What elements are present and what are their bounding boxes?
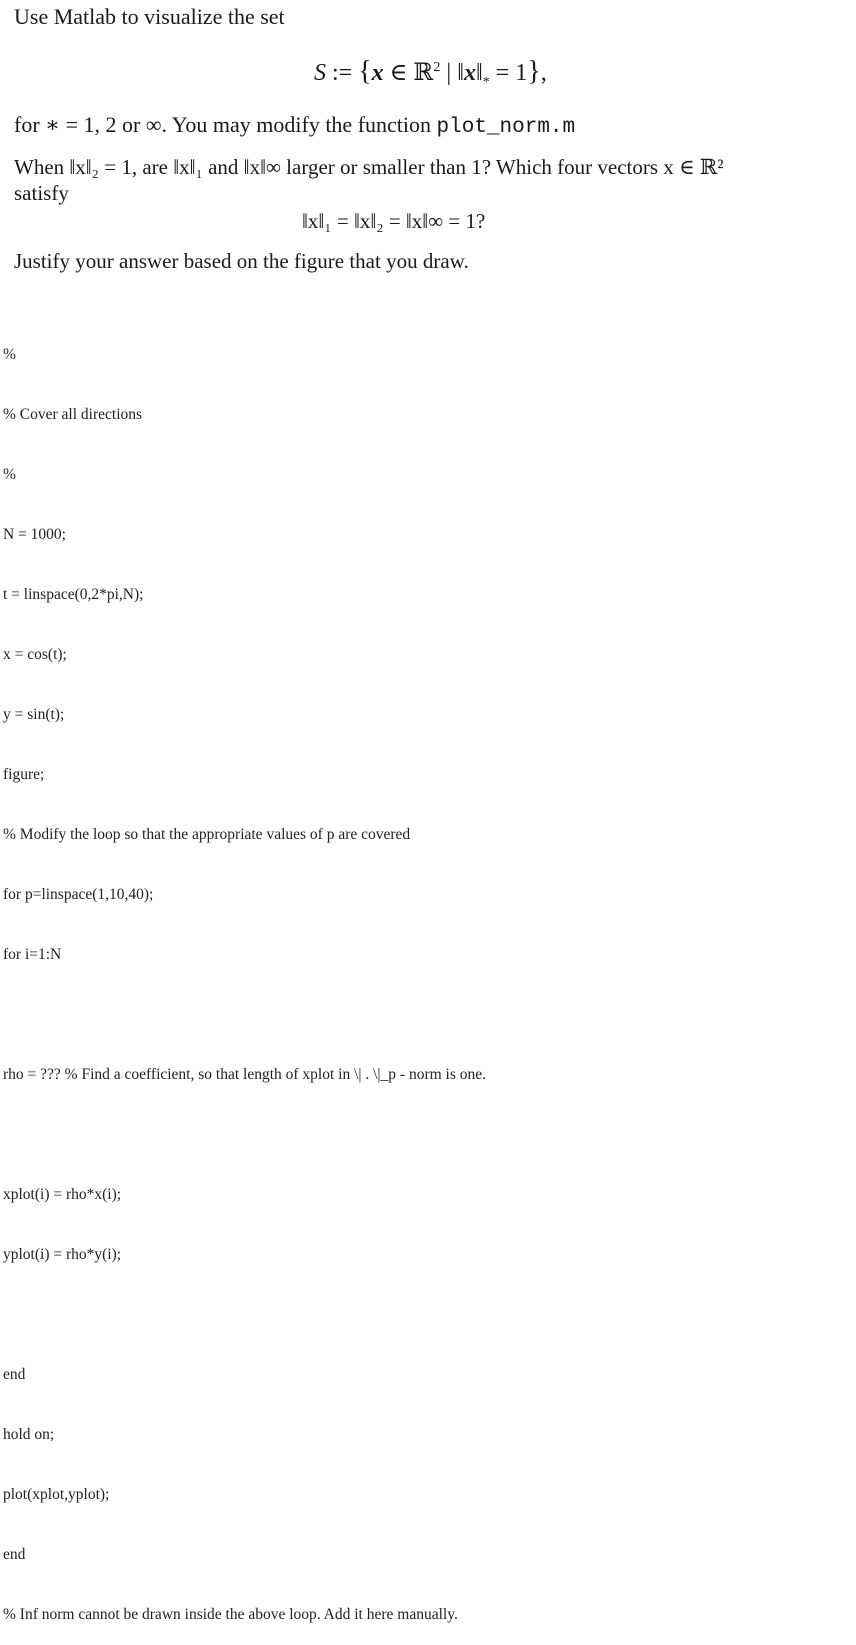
function-name: plot_norm.m — [436, 116, 576, 139]
code-line: end — [3, 1366, 26, 1383]
code-line: y = sin(t); — [3, 706, 65, 723]
code-line: N = 1000; — [3, 526, 66, 543]
justify-text: Justify your answer based on the figure that you draw. — [14, 249, 469, 273]
norm-star: * — [482, 74, 490, 90]
question-line-1: When ‖x‖₂ = 1, are ‖x‖₁ and ‖x‖∞ larger or smaller than 1? Which four vectors x ∈ ℝ² — [14, 155, 724, 179]
code-line: % — [3, 466, 16, 483]
norm-open: ‖ — [457, 60, 464, 86]
eq-one: = 1 — [489, 60, 528, 86]
code-line: % Cover all directions — [3, 406, 143, 423]
vector-x: x — [371, 60, 384, 86]
code-line: % — [3, 346, 16, 363]
for-line-text: for ∗ = 1, 2 or ∞. You may modify the function — [14, 112, 437, 137]
code-line: % Modify the loop so that the appropriate values of p are covered — [3, 826, 411, 843]
code-line — [3, 1125, 486, 1145]
norms-equation: ‖x‖₁ = ‖x‖₂ = ‖x‖∞ = 1? — [302, 209, 486, 233]
code-line: % Inf norm cannot be drawn inside the above loop. Add it here manually. — [3, 1606, 458, 1623]
def-symbol: := — [326, 60, 359, 86]
code-line: xplot(i) = rho*x(i); — [3, 1186, 122, 1203]
set-equation — [314, 56, 547, 88]
code-line: rho = ??? % Find a coefficient, so that length of xplot in \| . \|_p - norm is one. — [3, 1066, 487, 1083]
code-listing — [3, 305, 486, 1645]
intro-text: Use Matlab to visualize the set — [14, 4, 285, 29]
code-line: plot(xplot,yplot); — [3, 1486, 110, 1503]
code-line: t = linspace(0,2*pi,N); — [3, 586, 144, 603]
code-line: hold on; — [3, 1426, 55, 1443]
code-line: figure; — [3, 766, 45, 783]
for-line — [14, 112, 575, 139]
bar-symbol: | — [440, 60, 458, 86]
code-line: yplot(i) = rho*y(i); — [3, 1246, 122, 1263]
brace-close: } — [527, 56, 541, 87]
eq-comma: , — [540, 60, 547, 86]
reals-exponent: 2 — [433, 60, 441, 75]
norm-close: ‖ — [475, 60, 483, 86]
code-line: for p=linspace(1,10,40); — [3, 886, 154, 903]
code-line: x = cos(t); — [3, 646, 67, 663]
in-symbol: ∈ — [383, 60, 414, 86]
vector-x-norm: x — [463, 60, 476, 86]
reals-symbol: ℝ — [413, 60, 434, 86]
set-symbol: S — [314, 60, 326, 86]
code-line — [3, 1005, 486, 1025]
code-line — [3, 1305, 486, 1325]
question-line-2: satisfy — [14, 181, 69, 205]
code-line: end — [3, 1546, 26, 1563]
code-line: for i=1:N — [3, 946, 62, 963]
brace-open: { — [358, 56, 372, 87]
